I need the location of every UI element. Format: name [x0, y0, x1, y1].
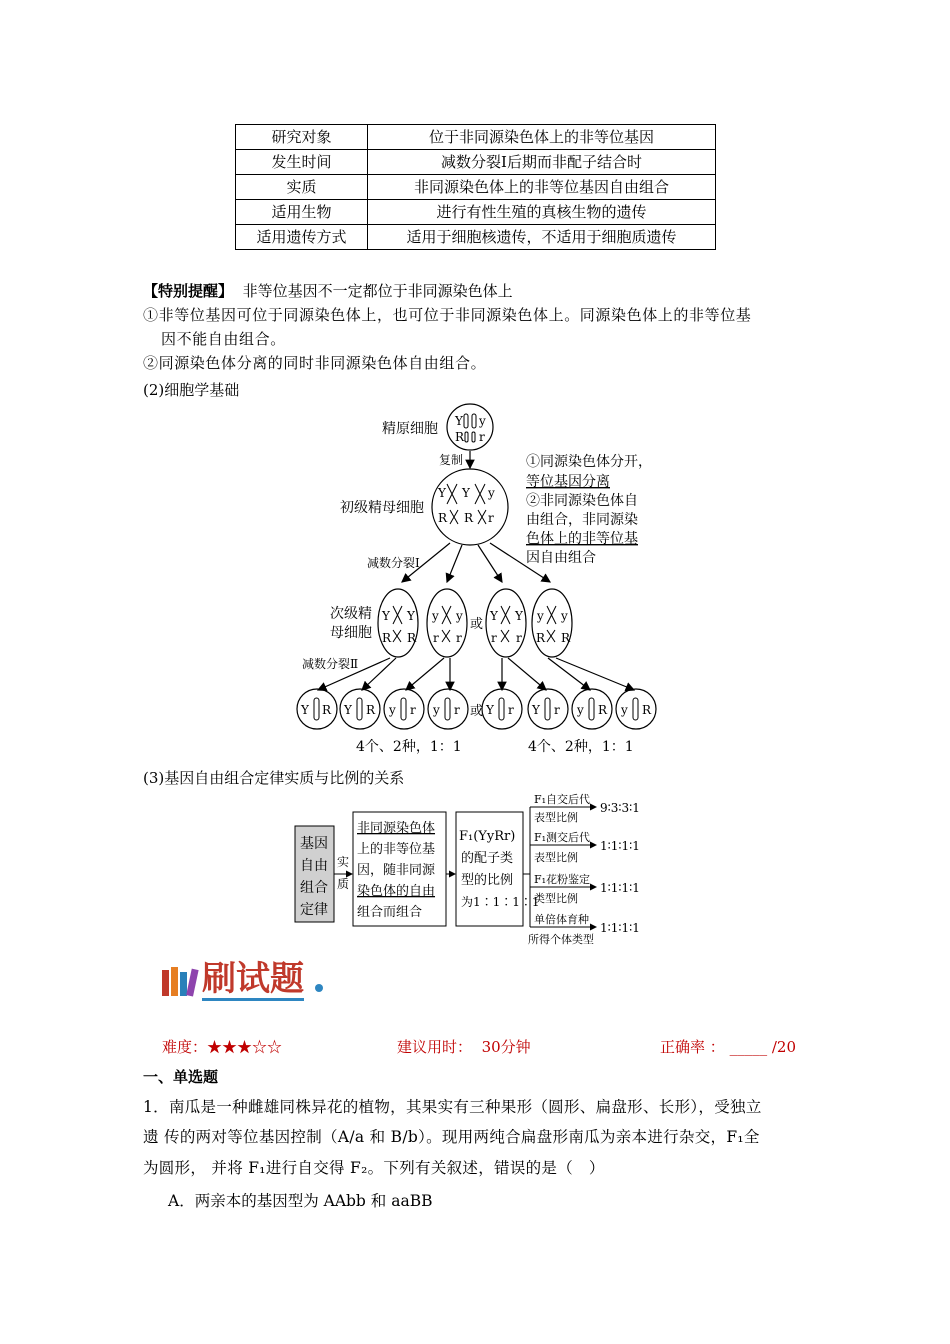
spermatogonium-label: 精原细胞: [382, 421, 438, 437]
secondary-cell: [378, 589, 418, 657]
gene-label: y: [433, 703, 440, 717]
branch-ratio: 9∶3∶3∶1: [600, 801, 640, 815]
accuracy-label: 正确率 ：: [660, 1038, 725, 1056]
branch-ratio: 1∶1∶1∶1: [600, 839, 640, 853]
gene-label: y: [456, 609, 463, 623]
accuracy-blank[interactable]: _____: [729, 1038, 768, 1056]
gene-label: Y: [301, 703, 309, 717]
row-value: 适用于细胞核遗传，不适用于细胞质遗传: [368, 225, 716, 250]
gene-label: r: [508, 703, 514, 717]
gene-label: Y: [382, 609, 390, 623]
branch-bottom: 表型比例: [534, 811, 578, 824]
practice-banner: [160, 959, 330, 1002]
gene-label: y: [389, 703, 396, 717]
gene-label: Y: [344, 703, 352, 717]
table-row: [236, 200, 716, 225]
gene-label: R: [407, 631, 417, 645]
gene-label: r: [516, 631, 522, 645]
row-key: 实质: [236, 175, 368, 200]
gene-label: R: [464, 511, 474, 525]
essence-text: 上的非等位基: [357, 842, 436, 857]
note-line: ②非同源染色体自: [526, 493, 638, 509]
gene-label: R: [366, 703, 376, 717]
row-key: 适用生物: [236, 200, 368, 225]
law-text: 自由: [300, 858, 328, 874]
gene-label: R: [382, 631, 392, 645]
gamete-text: 的配子类: [461, 851, 514, 866]
essence-text: 组合而组合: [357, 905, 423, 920]
note-line: 等位基因分离: [526, 474, 610, 490]
essence-text: 因，随非同源: [357, 863, 436, 878]
row-value: 减数分裂Ⅰ后期而非配子结合时: [368, 150, 716, 175]
replicate-label: 复制: [439, 453, 464, 467]
secondary-label-2: 母细胞: [330, 625, 372, 641]
branch-top: F₁自交后代: [534, 793, 591, 806]
result-left: 4个、2种，1：1: [356, 739, 462, 755]
gene-label: Y: [486, 703, 494, 717]
banner-dot: [315, 984, 323, 992]
tip-label: 【特别提醒】: [143, 282, 234, 300]
gene-label: R: [561, 631, 571, 645]
row-value: 位于非同源染色体上的非等位基因: [368, 125, 716, 150]
gene-label: y: [479, 414, 486, 428]
gene-label: y: [621, 703, 628, 717]
branch-top: 单倍体育种: [534, 913, 589, 926]
meiosis-1-label: 减数分裂Ⅰ: [367, 556, 420, 570]
gene-label: y: [577, 703, 584, 717]
row-key: 研究对象: [236, 125, 368, 150]
meiosis-2-label: 减数分裂Ⅱ: [302, 657, 359, 671]
gene-label: r: [456, 631, 462, 645]
question-1-line-1: 1．南瓜是一种雌雄同株异花的植物，其果实有三种果形（圆形、扁盘形、长形），受独立: [143, 1098, 762, 1116]
gene-label: R: [322, 703, 332, 717]
secondary-cell: [486, 589, 526, 657]
primary-label: 初级精母细胞: [340, 500, 424, 516]
gene-label: R: [642, 703, 652, 717]
gene-label: Y: [462, 486, 470, 500]
branch-bottom: 类型比例: [534, 892, 578, 905]
gene-label: y: [561, 609, 568, 623]
suggested-time: [397, 1036, 531, 1058]
difficulty-stars: ★★★☆☆: [207, 1038, 283, 1056]
essence-text: 染色体的自由: [357, 884, 436, 899]
books-icon: [160, 964, 204, 1000]
gene-label: R: [536, 631, 546, 645]
law-text: 组合: [300, 880, 328, 896]
secondary-label-1: 次级精: [330, 606, 372, 622]
point-2: ②同源染色体分离的同时非同源染色体自由组合。: [143, 354, 487, 372]
note-line: 由组合，非同源染: [526, 512, 638, 528]
point-1-line-2: 因不能自由组合。: [161, 330, 286, 348]
secondary-cell: [427, 589, 467, 657]
table-row: [236, 175, 716, 200]
special-tip: [143, 280, 513, 302]
table-row: [236, 150, 716, 175]
branch-bottom: 表型比例: [534, 851, 578, 864]
essence-text: 非同源染色体: [357, 821, 436, 836]
accuracy-total: /20: [771, 1038, 796, 1056]
gene-label: r: [433, 631, 439, 645]
branch-bottom: 所得个体类型: [528, 933, 594, 946]
secondary-cell: [532, 589, 572, 657]
gene-label: r: [488, 511, 494, 525]
gene-label: y: [432, 609, 439, 623]
branch-top: F₁测交后代: [534, 831, 591, 844]
section-heading: 一、单选题: [143, 1068, 219, 1086]
gene-label: r: [479, 430, 485, 444]
row-value: 进行有性生殖的真核生物的遗传: [368, 200, 716, 225]
gene-label: r: [454, 703, 460, 717]
gene-label: Y: [532, 703, 540, 717]
law-text: 基因: [300, 836, 328, 852]
tip-text: 非等位基因不一定都位于非同源染色体上: [242, 282, 513, 300]
or-label: 或: [470, 617, 484, 632]
row-key: 发生时间: [236, 150, 368, 175]
gene-label: Y: [407, 609, 415, 623]
law-info-table: [235, 124, 716, 250]
gene-label: y: [537, 609, 544, 623]
result-right: 4个、2种，1：1: [528, 739, 634, 755]
time-label: 建议用时：: [397, 1038, 473, 1056]
difficulty: [162, 1036, 282, 1058]
question-1-line-2: 遗 传的两对等位基因控制（A/a 和 B/b）。现用两纯合扁盘形南瓜为亲本进行杂交，F₁全: [143, 1128, 760, 1146]
spermatogonium-cell: [447, 404, 493, 450]
section-3-heading: (3)基因自由组合定律实质与比例的关系: [143, 769, 405, 787]
branch-ratio: 1∶1∶1∶1: [600, 921, 640, 935]
option-a[interactable]: A．两亲本的基因型为 AAbb 和 aaBB: [168, 1192, 433, 1210]
meiosis-diagram: [290, 400, 690, 760]
point-1-line-1: ①非等位基因可位于同源染色体上，也可位于非同源染色体上。同源染色体上的非等位基: [143, 306, 752, 324]
gene-label: R: [598, 703, 608, 717]
gene-label: r: [410, 703, 416, 717]
gene-label: R: [438, 511, 448, 525]
gamete-text: F₁(YyRr): [459, 829, 516, 844]
time-value: 30分钟: [481, 1038, 531, 1056]
branch-top: F₁花粉鉴定: [534, 873, 591, 886]
row-key: 适用遗传方式: [236, 225, 368, 250]
row-value: 非同源染色体上的非等位基因自由组合: [368, 175, 716, 200]
table-row: [236, 125, 716, 150]
gene-label: y: [488, 486, 495, 500]
primary-cell: [432, 469, 508, 545]
question-1-line-3: 为圆形， 并将 F₁进行自交得 F₂。下列有关叙述，错误的是（ ）: [143, 1159, 605, 1177]
table-row: [236, 225, 716, 250]
gene-label: Y: [515, 609, 523, 623]
gamete-text: 为1∶1∶1∶1: [461, 895, 540, 909]
gene-label: R: [455, 430, 465, 444]
section-2-heading: (2)细胞学基础: [143, 381, 240, 399]
accuracy: [660, 1036, 796, 1058]
ratio-diagram: [290, 790, 670, 955]
gene-label: r: [554, 703, 560, 717]
gene-label: Y: [455, 414, 463, 428]
difficulty-label: 难度：: [162, 1038, 208, 1056]
law-text: 定律: [300, 902, 328, 918]
essence-label: 质: [337, 877, 350, 891]
gene-label: r: [491, 631, 497, 645]
gene-label: Y: [438, 486, 446, 500]
branch-ratio: 1∶1∶1∶1: [600, 881, 640, 895]
note-line: ①同源染色体分开，: [526, 454, 652, 470]
essence-label: 实: [337, 855, 350, 869]
note-line: 因自由组合: [526, 550, 596, 566]
gene-label: Y: [490, 609, 498, 623]
banner-title: 刷试题: [202, 959, 304, 999]
gamete-text: 型的比例: [461, 873, 514, 888]
or-label: 或: [470, 704, 484, 719]
note-line: 色体上的非等位基: [526, 531, 638, 547]
